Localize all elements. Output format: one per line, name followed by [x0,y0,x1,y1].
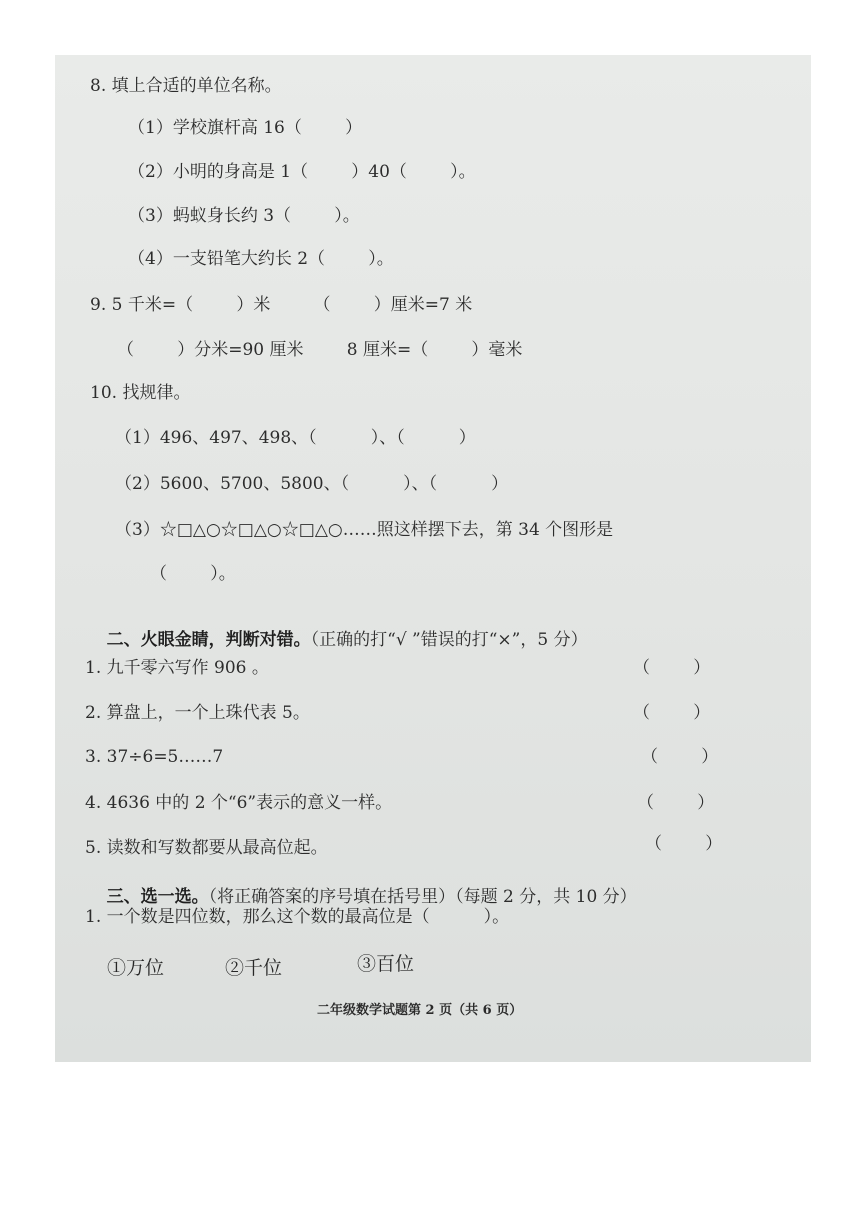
option-2: ②千位 [225,957,283,979]
q8-item-4: （4）一支铅笔大约长 2（ ）。 [128,249,394,269]
section-2-note: （正确的打“√ ”错误的打“×”，5 分） [310,630,588,650]
q8-title: 8. 填上合适的单位名称。 [90,76,282,96]
judge-item-4: 4. 4636 中的 2 个“6”表示的意义一样。 [85,793,393,813]
q10-item-1: （1）496、497、498、（ ）、（ ） [115,428,476,448]
q10-item-2: （2）5600、5700、5800、（ ）、（ ） [115,474,509,494]
q10-item-3: （3）☆□△○☆□△○☆□△○……照这样摆下去，第 34 个图形是 [115,520,614,540]
q10-title: 10. 找规律。 [90,383,191,403]
option-1: ①万位 [107,957,165,979]
q8-item-3: （3）蚂蚁身长约 3（ ）。 [128,206,360,226]
judge-item-1: 1. 九千零六写作 906 。 [85,658,269,678]
q10-answer: （ ）。 [150,564,236,584]
judge-item-3: 3. 37÷6=5……7 [85,747,224,767]
judge-answer-1: （ ） [633,658,711,678]
judge-answer-5: （ ） [645,834,723,854]
q8-item-2: （2）小明的身高是 1（ ）40（ ）。 [128,162,476,182]
q9-line-2: （ ）分米=90 厘米 8 厘米=（ ）毫米 [117,340,523,360]
judge-item-5: 5. 读数和写数都要从最高位起。 [85,838,328,858]
page-footer: 二年级数学试题第 2 页（共 6 页） [317,1003,523,1018]
choice-q1: 1. 一个数是四位数，那么这个数的最高位是（ ）。 [85,907,510,927]
section-3-note: （将正确答案的序号填在括号里）（每题 2 分，共 10 分） [208,887,637,907]
section-2-title: 二、火眼金睛，判断对错。 [106,630,311,650]
exam-sheet [55,55,811,1062]
judge-answer-4: （ ） [637,793,715,813]
q8-item-1: （1）学校旗杆高 16（ ） [128,118,363,138]
judge-answer-2: （ ） [633,703,711,723]
option-3: ③百位 [357,953,415,975]
section-3-title: 三、选一选。 [106,887,209,907]
judge-item-2: 2. 算盘上，一个上珠代表 5。 [85,703,310,723]
judge-answer-3: （ ） [641,747,719,767]
q9-line-1: 9. 5 千米=（ ）米 （ ）厘米=7 米 [90,295,473,315]
